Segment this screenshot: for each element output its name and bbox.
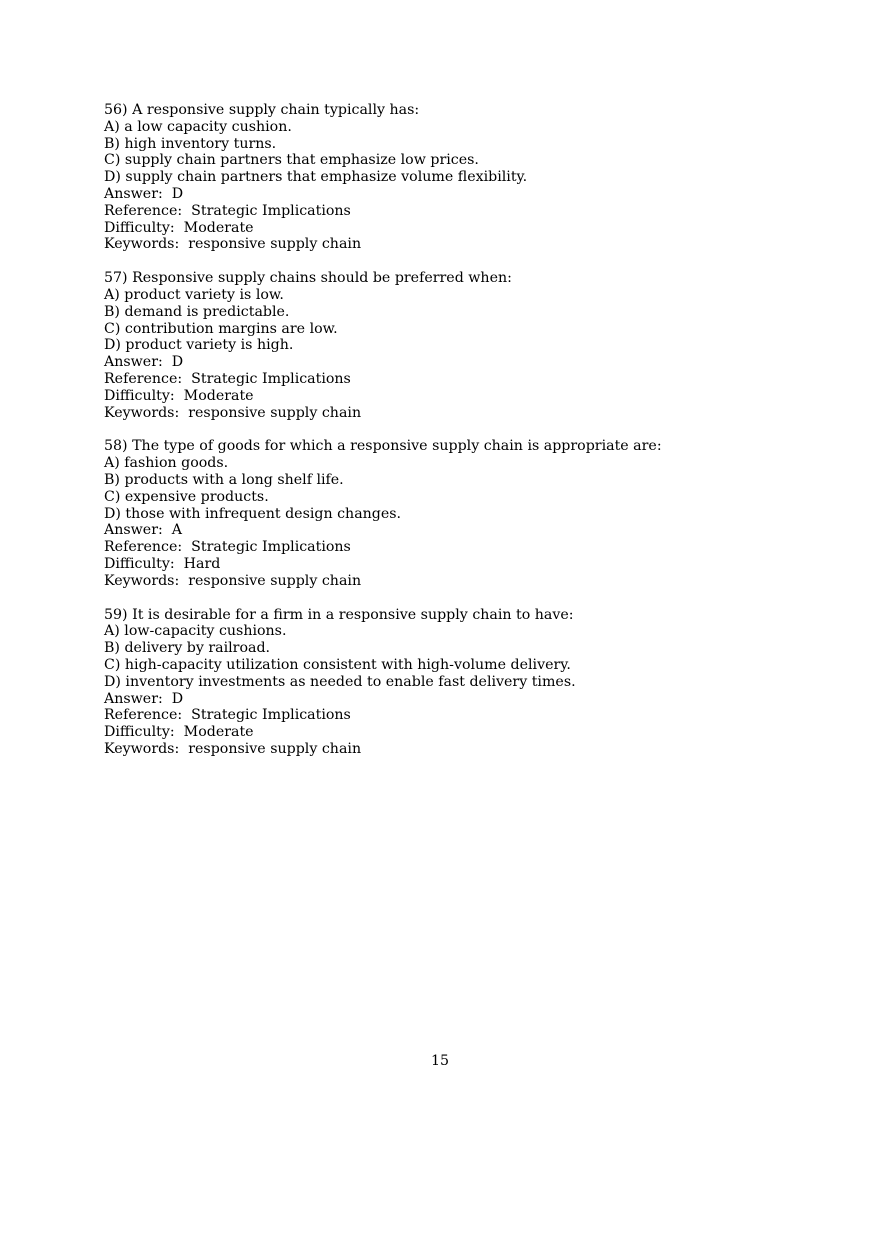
option-d: D) inventory investments as needed to enable fast delivery times.	[104, 673, 576, 690]
option-b: B) high inventory turns.	[104, 135, 277, 152]
difficulty: Difficulty: Hard	[104, 555, 221, 572]
question-stem: 59) It is desirable for a firm in a responsive supply chain to have:	[104, 606, 574, 623]
option-a: A) fashion goods.	[104, 455, 229, 472]
option-d: D) supply chain partners that emphasize volume flexibility.	[104, 169, 528, 186]
reference: Reference: Strategic Implications	[104, 202, 351, 219]
option-c: C) contribution margins are low.	[104, 320, 338, 337]
page-number: 15	[430, 1053, 450, 1069]
difficulty: Difficulty: Moderate	[104, 724, 254, 741]
answer: Answer: D	[104, 354, 184, 371]
difficulty: Difficulty: Moderate	[104, 219, 254, 236]
question-stem: 58) The type of goods for which a responsive supply chain is appropriate are:	[104, 438, 662, 455]
option-a: A) low-capacity cushions.	[104, 623, 287, 640]
question-59	[104, 607, 804, 758]
answer: Answer: D	[104, 185, 184, 202]
keywords: Keywords: responsive supply chain	[104, 740, 362, 757]
option-d: D) product variety is high.	[104, 337, 294, 354]
keywords: Keywords: responsive supply chain	[104, 572, 362, 589]
question-57	[104, 270, 804, 421]
option-c: C) supply chain partners that emphasize low prices.	[104, 152, 479, 169]
reference: Reference: Strategic Implications	[104, 707, 351, 724]
difficulty: Difficulty: Moderate	[104, 387, 254, 404]
option-a: A) product variety is low.	[104, 286, 284, 303]
question-stem: 57) Responsive supply chains should be preferred when:	[104, 270, 512, 287]
option-a: A) a low capacity cushion.	[104, 118, 292, 135]
question-58	[104, 438, 804, 589]
option-d: D) those with infrequent design changes.	[104, 505, 402, 522]
question-56	[104, 102, 804, 253]
reference: Reference: Strategic Implications	[104, 370, 351, 387]
reference: Reference: Strategic Implications	[104, 539, 351, 556]
keywords: Keywords: responsive supply chain	[104, 404, 362, 421]
option-c: C) high-capacity utilization consistent with high-volume delivery.	[104, 656, 571, 673]
answer: Answer: A	[104, 522, 183, 539]
option-b: B) demand is predictable.	[104, 303, 290, 320]
answer: Answer: D	[104, 690, 184, 707]
question-list	[104, 102, 804, 775]
option-b: B) delivery by railroad.	[104, 640, 271, 657]
question-stem: 56) A responsive supply chain typically has:	[104, 102, 420, 118]
keywords: Keywords: responsive supply chain	[104, 236, 362, 253]
option-b: B) products with a long shelf life.	[104, 471, 344, 488]
option-c: C) expensive products.	[104, 488, 269, 505]
